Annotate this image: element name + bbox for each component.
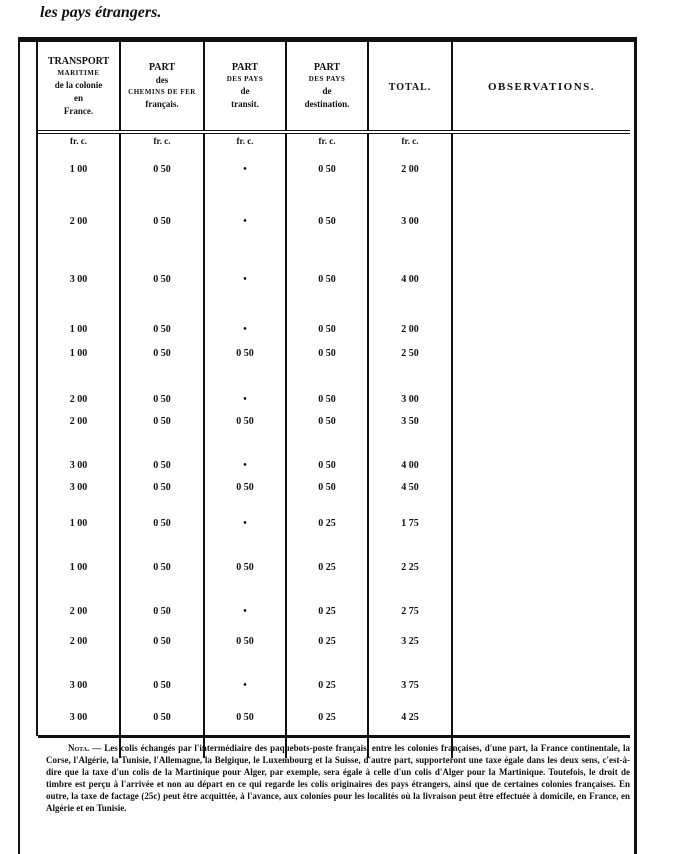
table-cell <box>452 460 630 482</box>
table-cell: 2 00 <box>38 216 120 274</box>
table-body <box>38 132 630 758</box>
nota-lead: Nota. <box>68 743 90 753</box>
table-cell: 0 50 <box>120 460 204 482</box>
table-cell: 1 00 <box>38 518 120 562</box>
table-cell: • <box>204 164 286 216</box>
table-row <box>38 348 630 394</box>
table-cell: 0 50 <box>204 712 286 758</box>
table-cell: 0 50 <box>204 348 286 394</box>
table-cell <box>452 606 630 636</box>
table-cell <box>452 324 630 348</box>
table-cell <box>452 216 630 274</box>
table-cell <box>452 164 630 216</box>
table-cell: 0 25 <box>286 606 368 636</box>
table-cell: 0 50 <box>286 164 368 216</box>
table-cell: 1 00 <box>38 348 120 394</box>
table-cell: 2 00 <box>368 324 452 348</box>
table-cell: 1 00 <box>38 164 120 216</box>
table-cell: 1 00 <box>38 324 120 348</box>
table-row <box>38 460 630 482</box>
table-cell: 3 00 <box>38 712 120 758</box>
table-cell: 0 50 <box>120 680 204 712</box>
table-cell: 0 50 <box>286 348 368 394</box>
table-cell: • <box>204 460 286 482</box>
table-cell: 2 00 <box>38 636 120 680</box>
table-cell: • <box>204 680 286 712</box>
table-cell: 0 50 <box>120 394 204 416</box>
unit-cell <box>452 132 630 164</box>
col-header-destination: PART DES PAYS de destination. <box>286 42 368 132</box>
tariff-table <box>38 42 630 758</box>
table-cell: • <box>204 606 286 636</box>
table-cell: 0 50 <box>286 394 368 416</box>
unit-cell: fr. c. <box>38 132 120 164</box>
table-cell: 2 00 <box>368 164 452 216</box>
table-cell <box>452 680 630 712</box>
table-cell: 0 50 <box>120 216 204 274</box>
table-cell: 1 00 <box>38 562 120 606</box>
table-cell: 2 50 <box>368 348 452 394</box>
table-row <box>38 518 630 562</box>
nota-paragraph <box>46 742 630 814</box>
table-cell: 0 50 <box>120 164 204 216</box>
table-cell: 3 50 <box>368 416 452 460</box>
unit-cell: fr. c. <box>368 132 452 164</box>
table-cell: • <box>204 216 286 274</box>
table-cell: 4 50 <box>368 482 452 518</box>
table-cell: 0 50 <box>120 416 204 460</box>
table-cell: • <box>204 518 286 562</box>
table-cell: 3 25 <box>368 636 452 680</box>
table-row <box>38 216 630 274</box>
unit-cell: fr. c. <box>286 132 368 164</box>
table-cell: 3 00 <box>38 482 120 518</box>
table-cell: 1 75 <box>368 518 452 562</box>
table-row <box>38 562 630 606</box>
table-cell: 4 25 <box>368 712 452 758</box>
table-cell: 0 25 <box>286 712 368 758</box>
table-cell: 3 00 <box>368 394 452 416</box>
table-row <box>38 482 630 518</box>
table-row <box>38 394 630 416</box>
table-cell: 0 50 <box>120 324 204 348</box>
col-header-maritime: TRANSPORT MARITIME de la colonie en France. <box>38 42 120 132</box>
unit-cell: fr. c. <box>204 132 286 164</box>
table-cell: 3 00 <box>38 460 120 482</box>
col-header-transit: PART DES PAYS de transit. <box>204 42 286 132</box>
nota-text: — Les colis échangés par l'intermédiaire des paquebots-poste français, entre les colonies françaises, d'une part, la France continentale, la Corse, l'Algérie, la Tunisie, l'Allemagne, la Belgique, le Luxembourg et la Suisse, d'autre part, supporteront une taxe égale dans les deux sens, c'est-à-dire que la taxe d'un colis de la Martinique pour Alger, par exemple, sera égale à celle d'un colis d'Alger pour la Martinique. Toutefois, le droit de timbre est perçu à l'arrivée et non au départ en ce qui regarde les colis originaires des pays étrangers, ainsi que de certaines colonies françaises. En outre, la taxe de factage (25c) peut être acquittée, à l'avance, aux colonies pour les localités où la livraison peut être effectuée à domicile, en France, en Algérie et en Tunisie. <box>46 743 631 813</box>
table-cell: 2 00 <box>38 394 120 416</box>
col-header-total: TOTAL. <box>368 42 452 132</box>
table-cell: 0 50 <box>204 482 286 518</box>
table-cell: • <box>204 274 286 324</box>
table-cell: 0 50 <box>286 416 368 460</box>
table-row <box>38 164 630 216</box>
table-cell: 4 00 <box>368 274 452 324</box>
table-row <box>38 606 630 636</box>
table-cell: 3 00 <box>38 274 120 324</box>
table-cell <box>452 394 630 416</box>
table-row <box>38 680 630 712</box>
table-cell: 0 50 <box>204 562 286 606</box>
table-cell: 0 50 <box>204 636 286 680</box>
table-cell <box>452 348 630 394</box>
table-cell: 0 50 <box>120 274 204 324</box>
table-cell: 2 00 <box>38 606 120 636</box>
table-row <box>38 324 630 348</box>
col-header-observations: OBSERVATIONS. <box>452 42 630 132</box>
table-cell: 0 50 <box>120 562 204 606</box>
table-cell: 0 50 <box>120 712 204 758</box>
table-cell <box>452 518 630 562</box>
header-row <box>38 42 630 132</box>
table-row <box>38 274 630 324</box>
table-cell: 3 00 <box>38 680 120 712</box>
table-cell <box>452 416 630 460</box>
table-cell: • <box>204 324 286 348</box>
table-cell <box>452 562 630 606</box>
table-cell: 0 25 <box>286 518 368 562</box>
table-cell: 0 50 <box>120 518 204 562</box>
table-cell: 0 25 <box>286 636 368 680</box>
units-row <box>38 132 630 164</box>
table-cell: 0 50 <box>120 348 204 394</box>
table-cell: 0 50 <box>286 274 368 324</box>
unit-cell: fr. c. <box>120 132 204 164</box>
col-header-railways: PART des CHEMINS DE FER français. <box>120 42 204 132</box>
table-cell: 2 00 <box>38 416 120 460</box>
table-cell: 3 75 <box>368 680 452 712</box>
table-cell: 2 75 <box>368 606 452 636</box>
table-cell: 4 00 <box>368 460 452 482</box>
table-cell: 0 50 <box>120 636 204 680</box>
table-bottom-rule <box>38 735 630 738</box>
table-cell: • <box>204 394 286 416</box>
table-cell: 0 50 <box>286 482 368 518</box>
table-cell <box>452 636 630 680</box>
table-row <box>38 416 630 460</box>
page-heading: les pays étrangers. <box>40 4 162 21</box>
table-cell: 0 50 <box>120 606 204 636</box>
table-row <box>38 636 630 680</box>
table-cell: 0 50 <box>286 460 368 482</box>
table-cell: 3 00 <box>368 216 452 274</box>
table-cell: 0 25 <box>286 680 368 712</box>
table-cell <box>452 482 630 518</box>
table-cell: 0 50 <box>204 416 286 460</box>
table-cell: 2 25 <box>368 562 452 606</box>
table-cell <box>452 274 630 324</box>
table-cell: 0 50 <box>286 216 368 274</box>
table-cell: 0 50 <box>120 482 204 518</box>
table-cell: 0 50 <box>286 324 368 348</box>
table-cell: 0 25 <box>286 562 368 606</box>
